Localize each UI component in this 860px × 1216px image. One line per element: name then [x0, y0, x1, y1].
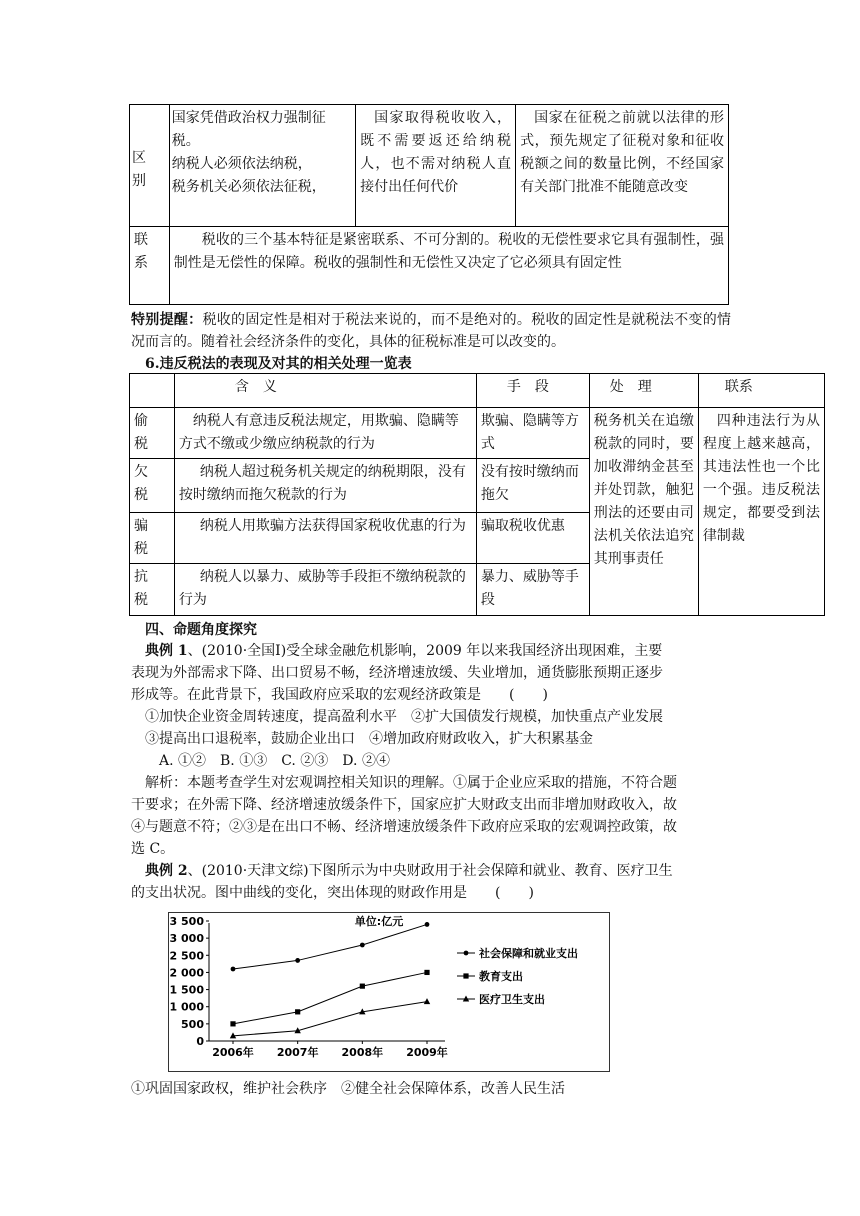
row-name-tax-resistance: 抗 税	[130, 564, 175, 616]
y-tick-label: 2 000	[169, 966, 204, 980]
y-tick-label: 3 500	[169, 915, 204, 928]
y-tick-label: 1 500	[169, 983, 204, 997]
chart-svg	[169, 913, 609, 1071]
row-name-tax-arrears: 欠 税	[130, 459, 175, 513]
reminder-label: 特别提醒：	[131, 312, 203, 328]
y-tick-label: 500	[181, 1017, 204, 1031]
example2-line: 的支出状况。图中曲线的变化，突出体现的财政作用是 ( )	[131, 885, 534, 901]
row-meaning: 纳税人以暴力、威胁等手段拒不缴纳税款的行为	[174, 564, 476, 616]
example1	[131, 640, 731, 860]
row-means: 暴力、威胁等手段	[476, 564, 589, 616]
example2-line: 典例 2、(2010·天津文综)下图所示为中央财政用于社会保障和就业、教育、医疗卫生	[145, 863, 673, 879]
series-line-2	[233, 972, 427, 1023]
x-tick-label: 2009年	[406, 1046, 448, 1059]
row-name-tax-fraud: 骗 税	[130, 513, 175, 564]
data-point-series-2	[360, 984, 365, 989]
row-label-lianxi: 联 系	[130, 227, 170, 305]
row-label-qubie: 区 别	[130, 105, 170, 227]
options-line: ①巩固国家政权，维护社会秩序 ②健全社会保障体系，改善人民生活	[131, 1081, 565, 1097]
section4-title: 四、命题角度探究	[145, 622, 257, 638]
header-handling: 处 理	[589, 374, 698, 408]
example1-analysis: 选 C。	[131, 841, 175, 857]
example1-analysis: 干要求；在外需下降、经济增速放缓条件下，国家应扩大财政支出而非增加财政收入，故	[131, 797, 677, 813]
row-means: 欺骗、隐瞒等方式	[476, 408, 589, 459]
example2	[131, 860, 731, 904]
data-point-series-2	[424, 970, 429, 975]
example2-label: 典例 2	[145, 863, 188, 879]
example1-analysis: ④与题意不符；②③是在出口不畅、经济增速放缓条件下政府应采取的宏观调控政策，故	[131, 819, 677, 835]
series-line-1	[233, 924, 427, 969]
example1-option-line: ③提高出口退税率，鼓励企业出口 ④增加政府财政收入，扩大积累基金	[145, 731, 593, 747]
row-means: 没有按时缴纳而拖欠	[476, 459, 589, 513]
x-tick-label: 2007年	[276, 1046, 319, 1059]
header-blank	[130, 374, 175, 408]
lianxi-text: 税收的三个基本特征是紧密联系、不可分割的。税收的无偿性要求它具有强制性，强制性是无偿性的保障。税收的强制性和无偿性又决定了它必须具有固定性	[169, 227, 728, 305]
qubie-fixed: 国家在征税之前就以法律的形式，预先规定了征税对象和征收税额之间的数量比例，不经国家有关部门批准不能随意改变	[516, 105, 729, 227]
row-name-tax-evasion: 偷 税	[130, 408, 175, 459]
data-point-series-1	[295, 958, 300, 963]
handling-text: 税务机关在追缴税款的同时，要加收滞纳金甚至并处罚款，触犯刑法的还要由司法机关依法追究其刑事责任	[589, 408, 698, 616]
example1-line: 典例 1、(2010·全国Ⅰ)受全球金融危机影响，2009 年以来我国经济出现困难，主要	[145, 643, 663, 659]
header-meaning: 含 义	[174, 374, 476, 408]
row-meaning: 纳税人有意违反税法规定，用欺骗、隐瞒等方式不缴或少缴应纳税款的行为	[174, 408, 476, 459]
y-tick-label: 1 000	[169, 1000, 204, 1014]
data-point-series-1	[231, 967, 236, 972]
header-relation: 联系	[698, 374, 824, 408]
qubie-compulsory: 国家凭借政治权力强制征税。 纳税人必须依法纳税， 税务机关必须依法征税，	[169, 105, 355, 227]
example1-analysis: 解析：本题考查学生对宏观调控相关知识的理解。①属于企业应采取的措施，不符合题	[145, 775, 677, 791]
header-means: 手 段	[476, 374, 589, 408]
legend-label-2: 教育支出	[479, 970, 523, 983]
tax-violation-table	[129, 373, 825, 616]
y-tick-label: 3 000	[169, 932, 204, 946]
example1-line: 表现为外部需求下降、出口贸易不畅，经济增速放缓、失业增加，通货膨胀预期正逐步	[131, 665, 663, 681]
x-tick-label: 2006年	[212, 1046, 254, 1059]
data-point-series-1	[360, 943, 365, 948]
example1-label: 典例 1	[145, 643, 188, 659]
example1-option-line: ①加快企业资金周转速度，提高盈利水平 ②扩大国债发行规模，加快重点产业发展	[145, 709, 663, 725]
legend-marker-1	[464, 951, 469, 956]
example1-choices: A. ①② B. ①③ C. ②③ D. ②④	[145, 753, 390, 769]
data-point-series-1	[425, 922, 430, 927]
row-meaning: 纳税人用欺骗方法获得国家税收优惠的行为	[174, 513, 476, 564]
legend-label-1: 社会保障和就业支出	[479, 947, 578, 960]
row-means: 骗取税收优惠	[476, 513, 589, 564]
legend-marker-2	[463, 973, 468, 978]
data-point-series-2	[295, 1009, 300, 1014]
x-tick-label: 2008年	[341, 1046, 384, 1059]
data-point-series-2	[230, 1021, 235, 1026]
tax-features-table	[129, 104, 729, 305]
row-meaning: 纳税人超过税务机关规定的纳税期限，没有按时缴纳而拖欠税款的行为	[174, 459, 476, 513]
special-reminder	[131, 309, 731, 353]
legend-label-3: 医疗卫生支出	[479, 993, 545, 1006]
qubie-gratuitous: 国家取得税收收入，既不需要返还给纳税人，也不需对纳税人直接付出任何代价	[356, 105, 516, 227]
chart-title: 单位:亿元	[354, 915, 404, 928]
section6-title: 6.违反税法的表现及对其的相关处理一览表	[145, 356, 412, 372]
expenditure-chart	[168, 912, 610, 1072]
relation-text: 四种违法行为从程度上越来越高，其违法性也一个比一个强。违反税法规定，都要受到法律制裁	[698, 408, 824, 616]
y-tick-label: 0	[196, 1035, 204, 1048]
example1-line: 形成等。在此背景下，我国政府应采取的宏观经济政策是 ( )	[131, 687, 548, 703]
reminder-text: 税收的固定性是相对于税法来说的，而不是绝对的。税收的固定性是就税法不变的情况而言的。随着社会经济条件的变化，具体的征税标准是可以改变的。	[131, 312, 732, 350]
data-point-series-3	[424, 998, 430, 1004]
y-tick-label: 2 500	[169, 949, 204, 963]
